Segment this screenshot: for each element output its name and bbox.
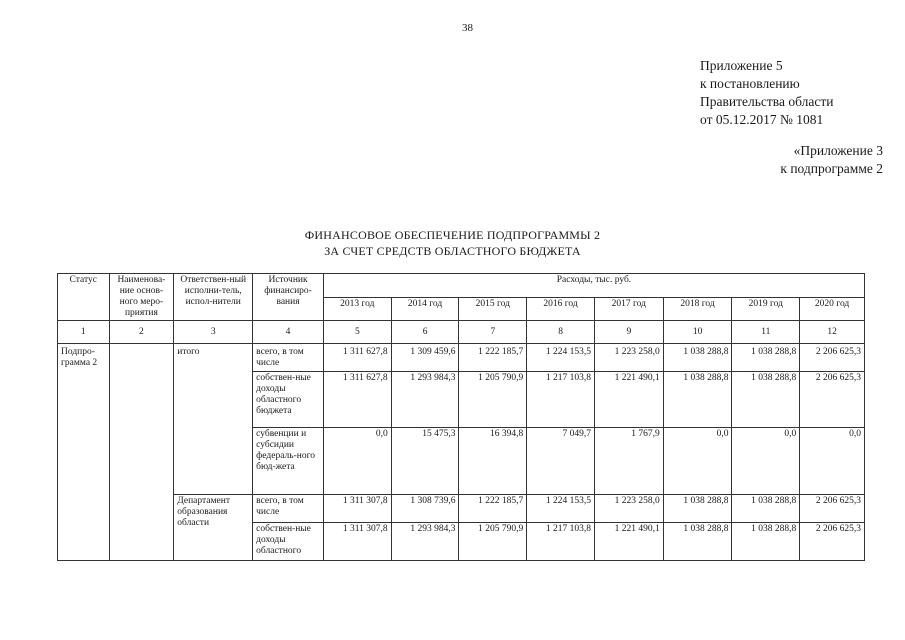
executor-department-cell: Департамент образования области [174,495,253,561]
financing-table [57,273,865,561]
value-cell: 1 293 984,3 [391,372,459,428]
value-cell: 1 205 790,9 [459,523,527,561]
value-cell: 1 038 288,8 [663,372,732,428]
column-number: 2 [109,321,174,344]
value-cell: 15 475,3 [391,428,459,495]
value-cell: 2 206 625,3 [800,344,865,372]
column-number: 12 [800,321,865,344]
value-cell: 1 311 627,8 [323,344,391,372]
column-number: 4 [253,321,324,344]
value-cell: 0,0 [732,428,800,495]
header-status: Статус [58,274,110,321]
value-cell: 0,0 [323,428,391,495]
source-cell: собствен-ные доходы областного бюджета [253,372,324,428]
header-year: 2013 год [323,297,391,321]
title-line-1: ФИНАНСОВОЕ ОБЕСПЕЧЕНИЕ ПОДПРОГРАММЫ 2 [304,228,601,242]
source-cell: собствен-ные доходы областного [253,523,324,561]
header-name: Наименова-ние основ-ного меро-приятия [109,274,174,321]
header-year: 2017 год [594,297,663,321]
table-row [58,495,865,523]
value-cell: 0,0 [800,428,865,495]
appendix-line-4: от 05.12.2017 № 1081 [700,112,824,127]
value-cell: 2 206 625,3 [800,523,865,561]
document-title [0,227,905,259]
column-number: 5 [323,321,391,344]
value-cell: 1 293 984,3 [391,523,459,561]
column-number: 1 [58,321,110,344]
column-number: 3 [174,321,253,344]
appendix-subprogram [780,142,883,178]
source-cell: всего, в том числе [253,344,324,372]
source-cell: субвенции и субсидии федераль-ного бюд-жета [253,428,324,495]
value-cell: 0,0 [663,428,732,495]
column-number: 10 [663,321,732,344]
value-cell: 1 222 185,7 [459,495,527,523]
value-cell: 1 221 490,1 [594,523,663,561]
value-cell: 1 038 288,8 [663,523,732,561]
value-cell: 1 223 258,0 [594,344,663,372]
column-number: 9 [594,321,663,344]
value-cell: 7 049,7 [527,428,595,495]
column-number-row [58,321,865,344]
value-cell: 1 217 103,8 [527,372,595,428]
value-cell: 1 038 288,8 [732,344,800,372]
header-row [58,274,865,298]
value-cell: 2 206 625,3 [800,372,865,428]
value-cell: 1 221 490,1 [594,372,663,428]
value-cell: 1 038 288,8 [732,523,800,561]
value-cell: 1 222 185,7 [459,344,527,372]
column-number: 7 [459,321,527,344]
value-cell: 1 205 790,9 [459,372,527,428]
value-cell: 16 394,8 [459,428,527,495]
header-expenses: Расходы, тыс. руб. [323,274,864,298]
value-cell: 1 308 739,6 [391,495,459,523]
appendix-line-2: к постановлению [700,76,800,91]
value-cell: 1 223 258,0 [594,495,663,523]
appendix-line-3: Правительства области [700,94,834,109]
value-cell: 2 206 625,3 [800,495,865,523]
header-year: 2016 год [527,297,595,321]
value-cell: 1 224 153,5 [527,344,595,372]
title-line-2: ЗА СЧЕТ СРЕДСТВ ОБЛАСТНОГО БЮДЖЕТА [324,244,581,258]
value-cell: 1 309 459,6 [391,344,459,372]
header-year: 2015 год [459,297,527,321]
header-source: Источник финансиро-вания [253,274,324,321]
value-cell: 1 217 103,8 [527,523,595,561]
value-cell: 1 311 307,8 [323,523,391,561]
value-cell: 1 038 288,8 [663,495,732,523]
executor-total-cell: итого [174,344,253,495]
column-number: 11 [732,321,800,344]
header-executor: Ответствен-ный исполни-тель, испол-нители [174,274,253,321]
source-cell: всего, в том числе [253,495,324,523]
appendix-header [700,57,833,129]
appendix-sub-line-2: к подпрограмме 2 [780,161,883,176]
table-row [58,344,865,372]
value-cell: 1 224 153,5 [527,495,595,523]
column-number: 8 [527,321,595,344]
header-year: 2018 год [663,297,732,321]
value-cell: 1 311 627,8 [323,372,391,428]
header-year: 2019 год [732,297,800,321]
appendix-sub-line-1: «Приложение 3 [793,143,883,158]
appendix-line-1: Приложение 5 [700,58,783,73]
value-cell: 1 767,9 [594,428,663,495]
value-cell: 1 038 288,8 [732,495,800,523]
value-cell: 1 038 288,8 [663,344,732,372]
status-cell: Подпро-грамма 2 [58,344,110,561]
value-cell: 1 311 307,8 [323,495,391,523]
value-cell: 1 038 288,8 [732,372,800,428]
measure-name-cell [109,344,174,561]
header-year: 2014 год [391,297,459,321]
column-number: 6 [391,321,459,344]
header-year: 2020 год [800,297,865,321]
page-number: 38 [462,22,473,34]
